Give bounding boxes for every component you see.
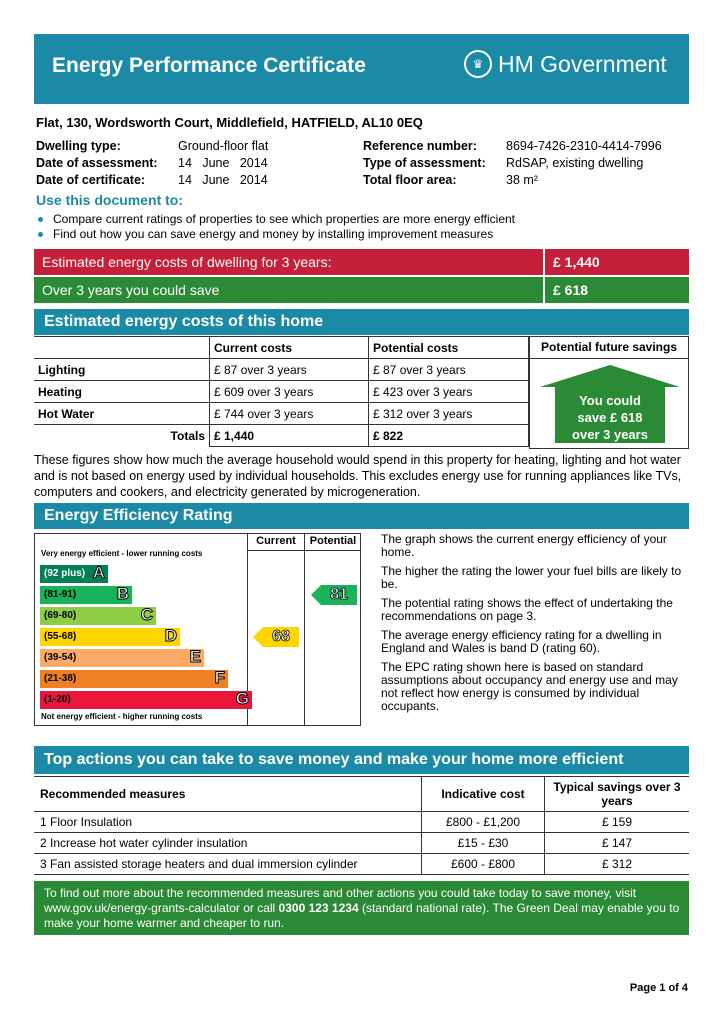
detail-value: 14 June 2014 — [178, 173, 268, 187]
use-bullet — [38, 212, 515, 226]
cost-name: Hot Water — [34, 403, 210, 425]
cost-potential: £ 312 over 3 years — [369, 403, 529, 425]
detail-label: Type of assessment: — [363, 156, 486, 170]
detail-label: Dwelling type: — [36, 139, 121, 153]
recommended-measures-table — [34, 776, 689, 875]
totals-row — [34, 425, 529, 447]
band-range: (69-80) — [44, 610, 77, 621]
savings-value: £ 618 — [545, 277, 689, 303]
rating-band-c — [40, 607, 156, 625]
table-header — [34, 337, 210, 359]
measure-saving: £ 159 — [545, 812, 690, 833]
table-header-row — [34, 777, 689, 812]
detail-label: Date of assessment: — [36, 156, 158, 170]
table-row — [34, 359, 529, 381]
potential-header: Potential — [309, 535, 357, 547]
detail-label: Date of certificate: — [36, 173, 146, 187]
band-letter: E — [189, 647, 201, 666]
savings-label: Over 3 years you could save — [34, 277, 543, 303]
estimated-cost-value: £ 1,440 — [545, 249, 689, 275]
rating-band-e — [40, 649, 204, 667]
footnote-text: To find out more about the recommended measures and other actions you could take today to save money, visit www.gov.uk/energy-grants-calculator or call — [44, 886, 637, 915]
footnote-text: (standard national rate). The Green Deal may enable you to make your home warmer and cheaper to run. — [44, 901, 680, 930]
detail-value: 38 m² — [506, 173, 538, 187]
bullet-icon — [38, 232, 43, 237]
royal-crest-icon: ♛ — [464, 50, 492, 78]
eer-paragraph: The average energy efficiency rating for a dwelling in England and Wales is band D (rating 60). — [381, 628, 662, 655]
measure-saving: £ 147 — [545, 833, 690, 854]
footnote-phone: 0300 123 1234 — [278, 901, 359, 915]
table-header-row — [34, 337, 529, 359]
future-savings-cell — [529, 359, 689, 449]
savings-arrow-line: save £ 618 — [577, 410, 643, 425]
table-header: Potential costs — [369, 337, 529, 359]
savings-arrow-text — [555, 392, 665, 443]
hm-government-logo — [464, 50, 667, 78]
band-letter: F — [214, 668, 225, 687]
measure-name: 1 Floor Insulation — [34, 812, 422, 833]
details-left — [36, 139, 268, 190]
band-letter: G — [235, 689, 249, 708]
eer-section-heading: Energy Efficiency Rating — [34, 503, 689, 529]
band-letter: C — [140, 605, 153, 624]
band-letter: D — [164, 626, 177, 645]
band-letter: A — [92, 563, 105, 582]
actions-section-heading: Top actions you can take to save money and make your home more efficient — [34, 746, 689, 774]
estimated-cost-label: Estimated energy costs of dwelling for 3 years: — [34, 249, 543, 275]
measure-name: 2 Increase hot water cylinder insulation — [34, 833, 422, 854]
details-right — [363, 139, 662, 190]
rating-band-f — [40, 670, 228, 688]
band-range: (21-38) — [44, 673, 77, 684]
rating-band-b — [40, 586, 132, 604]
potential-rating-value: 81 — [330, 586, 348, 603]
measure-saving: £ 312 — [545, 854, 690, 875]
table-row — [34, 854, 689, 875]
table-row — [34, 833, 689, 854]
bullet-text: Compare current ratings of properties to see which properties are more energy efficient — [53, 212, 516, 226]
detail-label: Total floor area: — [363, 173, 457, 187]
band-letter: B — [116, 584, 129, 603]
potential-rating-arrow — [311, 585, 357, 605]
detail-value: Ground-floor flat — [178, 139, 269, 153]
savings-arrow-line: You could — [579, 393, 641, 408]
green-deal-footnote — [34, 881, 689, 935]
measure-cost: £15 - £30 — [422, 833, 545, 854]
future-savings-header: Potential future savings — [529, 336, 689, 359]
bullet-icon — [38, 217, 43, 222]
table-header: Recommended measures — [34, 777, 422, 812]
logo-text: HM Government — [498, 50, 667, 77]
band-range: (92 plus) — [44, 568, 86, 579]
cost-potential: £ 87 over 3 years — [369, 359, 529, 381]
page-number: Page 1 of 4 — [629, 982, 688, 994]
cost-potential: £ 423 over 3 years — [369, 381, 529, 403]
detail-value: RdSAP, existing dwelling — [506, 156, 644, 170]
totals-label: Totals — [34, 425, 210, 447]
detail-label: Reference number: — [363, 139, 477, 153]
table-row — [34, 403, 529, 425]
savings-arrow-line: over 3 years — [572, 427, 648, 442]
band-range: (39-54) — [44, 652, 77, 663]
cost-current: £ 87 over 3 years — [210, 359, 369, 381]
measure-cost: £600 - £800 — [422, 854, 545, 875]
bullet-text: Find out how you can save energy and money by installing improvement measures — [53, 227, 494, 241]
certificate-title: Energy Performance Certificate — [52, 54, 366, 77]
band-range: (81-91) — [44, 589, 77, 600]
cost-current: £ 744 over 3 years — [210, 403, 369, 425]
use-document-heading: Use this document to: — [36, 192, 184, 208]
cost-current: £ 609 over 3 years — [210, 381, 369, 403]
cost-name: Heating — [34, 381, 210, 403]
table-header: Indicative cost — [422, 777, 545, 812]
rating-band-g — [40, 691, 252, 709]
detail-value: 14 June 2014 — [178, 156, 268, 170]
table-header: Current costs — [210, 337, 369, 359]
measure-cost: £800 - £1,200 — [422, 812, 545, 833]
totals-current: £ 1,440 — [210, 425, 369, 447]
property-address: Flat, 130, Wordsworth Court, Middlefield, HATFIELD, AL10 0EQ — [36, 115, 423, 130]
current-rating-arrow — [253, 627, 299, 647]
eer-paragraph: The higher the rating the lower your fuel bills are likely to be. — [381, 564, 682, 591]
certificate-header — [34, 34, 689, 104]
totals-potential: £ 822 — [369, 425, 529, 447]
table-row — [34, 381, 529, 403]
cost-name: Lighting — [34, 359, 210, 381]
use-bullet — [38, 227, 493, 241]
table-header: Typical savings over 3 years — [545, 777, 690, 812]
rating-band-a — [40, 565, 108, 583]
costs-section-heading: Estimated energy costs of this home — [34, 309, 689, 335]
energy-costs-table — [34, 336, 529, 447]
detail-value: 8694-7426-2310-4414-7996 — [506, 139, 662, 153]
eer-paragraph: The graph shows the current energy efficiency of your home. — [381, 532, 667, 559]
costs-note: These figures show how much the average household would spend in this property for heating, lighting and hot water and is not based on energy used by individual households. This excludes energy use for running appliances like TVs, computers and cookers, and electricity generated by microgeneration. — [34, 453, 682, 499]
table-row — [34, 812, 689, 833]
current-rating-value: 68 — [272, 628, 290, 645]
measure-name: 3 Fan assisted storage heaters and dual immersion cylinder — [34, 854, 422, 875]
bottom-label: Not energy efficient - higher running costs — [41, 712, 203, 721]
band-range: (1-20) — [44, 694, 71, 705]
rating-band-d — [40, 628, 180, 646]
eer-chart — [34, 533, 361, 726]
current-header: Current — [256, 535, 296, 547]
eer-paragraph: The potential rating shows the effect of undertaking the recommendations on page 3. — [381, 596, 673, 623]
eer-explanation — [381, 533, 689, 719]
eer-paragraph: The EPC rating shown here is based on standard assumptions about occupancy and energy use and may not reflect how energy is consumed by individual occupants. — [381, 660, 678, 713]
top-label: Very energy efficient - lower running costs — [41, 549, 203, 558]
band-range: (55-68) — [44, 631, 77, 642]
